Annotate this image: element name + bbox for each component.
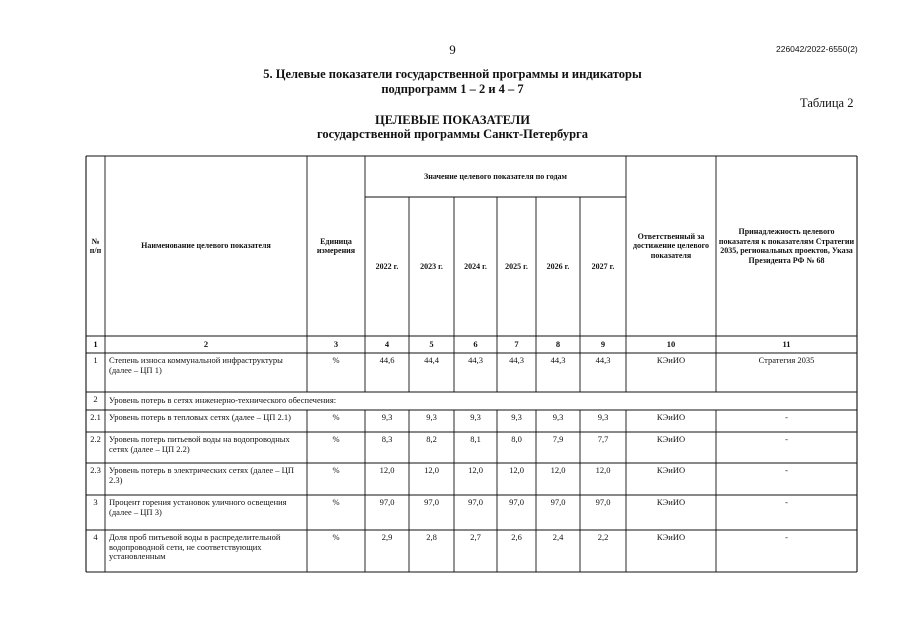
- header-year: 2023 г.: [420, 261, 443, 271]
- indicator-value: 97,0: [468, 497, 483, 507]
- indicator-value: 7,7: [597, 434, 609, 444]
- indicator-responsible: КЭиИО: [656, 465, 686, 475]
- indicator-responsible: КЭиИО: [656, 532, 686, 542]
- row-number: 2: [93, 394, 98, 404]
- indicator-responsible: КЭиИО: [656, 355, 686, 365]
- indicator-value: 97,0: [509, 497, 524, 507]
- indicator-value: 9,3: [511, 412, 522, 422]
- indicator-value: 8,0: [511, 434, 522, 444]
- header-values-group: Значение целевого показателя по годам: [424, 171, 567, 181]
- column-number: 10: [666, 338, 676, 349]
- section-heading-line2: подпрограмм 1 – 2 и 4 – 7: [381, 82, 524, 96]
- column-number: 11: [782, 338, 791, 349]
- section-heading-line1: 5. Целевые показатели государственной программы и индикаторы: [263, 67, 642, 81]
- indicator-value: 7,9: [552, 434, 564, 444]
- indicator-value: 12,0: [595, 465, 611, 475]
- indicator-value: 9,3: [426, 412, 437, 422]
- indicator-name: Процент горения установок уличного освещения (далее – ЦП 3): [109, 497, 287, 517]
- indicator-value: 9,3: [552, 412, 564, 422]
- indicator-value: 8,3: [381, 434, 393, 444]
- column-number: 6: [473, 338, 478, 349]
- column-number: 7: [514, 338, 519, 349]
- header-year: 2025 г.: [505, 261, 528, 271]
- indicator-value: 44,3: [509, 355, 524, 365]
- indicator-name: Доля проб питьевой воды в распределительной водопроводной сети, не соответствующих установленным: [109, 532, 281, 561]
- indicator-value: 2,9: [381, 532, 393, 542]
- indicator-value: 2,4: [552, 532, 564, 542]
- indicator-responsible: КЭиИО: [656, 497, 686, 507]
- indicator-value: 44,4: [424, 355, 439, 365]
- header-belonging: Принадлежность целевого показателя к показателям Стратегии 2035, региональных проектов, Указа Президента РФ № 68: [718, 227, 855, 265]
- row-number: 1: [93, 355, 98, 365]
- indicator-value: 12,0: [379, 465, 395, 475]
- indicator-value: 9,3: [597, 412, 609, 422]
- indicator-value: 8,2: [426, 434, 437, 444]
- indicator-name: Уровень потерь питьевой воды на водопроводных сетях (далее – ЦП 2.2): [109, 434, 290, 454]
- indicator-responsible: КЭиИО: [656, 434, 686, 444]
- indicator-belonging: Стратегия 2035: [758, 355, 815, 365]
- column-number: 1: [93, 338, 98, 349]
- indicator-value: 2,7: [470, 532, 481, 542]
- column-number: 2: [203, 338, 209, 349]
- indicator-belonging: -: [785, 532, 788, 542]
- indicator-unit: %: [332, 465, 340, 475]
- document-id: 226042/2022-6550(2): [776, 44, 858, 54]
- header-name: Наименование целевого показателя: [141, 241, 271, 251]
- indicator-value: 9,3: [470, 412, 481, 422]
- header-year: 2022 г.: [375, 261, 399, 271]
- indicator-value: 44,3: [595, 355, 611, 365]
- indicator-unit: %: [332, 434, 340, 444]
- column-number: 3: [333, 338, 339, 349]
- indicator-unit: %: [332, 497, 340, 507]
- table-title-line2: государственной программы Санкт-Петербурга: [317, 127, 588, 141]
- indicator-name: Уровень потерь в тепловых сетях (далее – ЦП 2.1): [109, 412, 291, 422]
- column-number: 9: [600, 338, 606, 349]
- indicator-value: 44,6: [379, 355, 395, 365]
- header-num: № п/п: [89, 236, 102, 255]
- indicator-value: 12,0: [550, 465, 566, 475]
- page-number: 9: [449, 42, 456, 57]
- column-number: 4: [384, 338, 390, 349]
- indicator-value: 97,0: [379, 497, 395, 507]
- indicator-value: 9,3: [381, 412, 393, 422]
- indicator-value: 2,8: [426, 532, 437, 542]
- indicator-belonging: -: [785, 465, 788, 475]
- indicator-value: 12,0: [424, 465, 439, 475]
- row-number: 2.3: [90, 465, 101, 475]
- indicator-belonging: -: [785, 412, 788, 422]
- indicator-unit: %: [332, 412, 340, 422]
- indicator-name: Уровень потерь в электрических сетях (далее – ЦП 2.3): [109, 465, 294, 485]
- row-number: 4: [93, 532, 98, 542]
- row-number: 2.2: [90, 434, 101, 444]
- indicator-value: 97,0: [424, 497, 439, 507]
- header-year: 2026 г.: [546, 261, 570, 271]
- indicator-value: 44,3: [550, 355, 566, 365]
- indicator-value: 12,0: [509, 465, 524, 475]
- indicator-unit: %: [332, 355, 340, 365]
- indicator-value: 12,0: [468, 465, 483, 475]
- indicator-value: 8,1: [470, 434, 481, 444]
- indicator-name: Степень износа коммунальной инфраструктуры (далее – ЦП 1): [109, 355, 283, 375]
- header-responsible: Ответственный за достижение целевого показателя: [632, 231, 710, 260]
- column-number: 5: [429, 338, 434, 349]
- indicator-value: 44,3: [468, 355, 483, 365]
- row-number: 2.1: [90, 412, 101, 422]
- section-row-label: Уровень потерь в сетях инженерно-технического обеспечения:: [109, 395, 337, 406]
- header-year: 2024 г.: [464, 261, 487, 271]
- column-number: 8: [555, 338, 561, 349]
- indicator-unit: %: [332, 532, 340, 542]
- table-label: Таблица 2: [800, 96, 854, 110]
- indicator-value: 2,2: [597, 532, 609, 542]
- indicator-responsible: КЭиИО: [656, 412, 686, 422]
- header-unit: Единица измерения: [316, 236, 356, 255]
- indicator-belonging: -: [785, 434, 788, 444]
- indicator-value: 97,0: [550, 497, 566, 507]
- row-number: 3: [93, 497, 98, 507]
- indicator-value: 2,6: [511, 532, 522, 542]
- header-year: 2027 г.: [591, 261, 615, 271]
- indicator-value: 97,0: [595, 497, 611, 507]
- indicator-belonging: -: [785, 497, 788, 507]
- table-title-line1: ЦЕЛЕВЫЕ ПОКАЗАТЕЛИ: [375, 113, 530, 127]
